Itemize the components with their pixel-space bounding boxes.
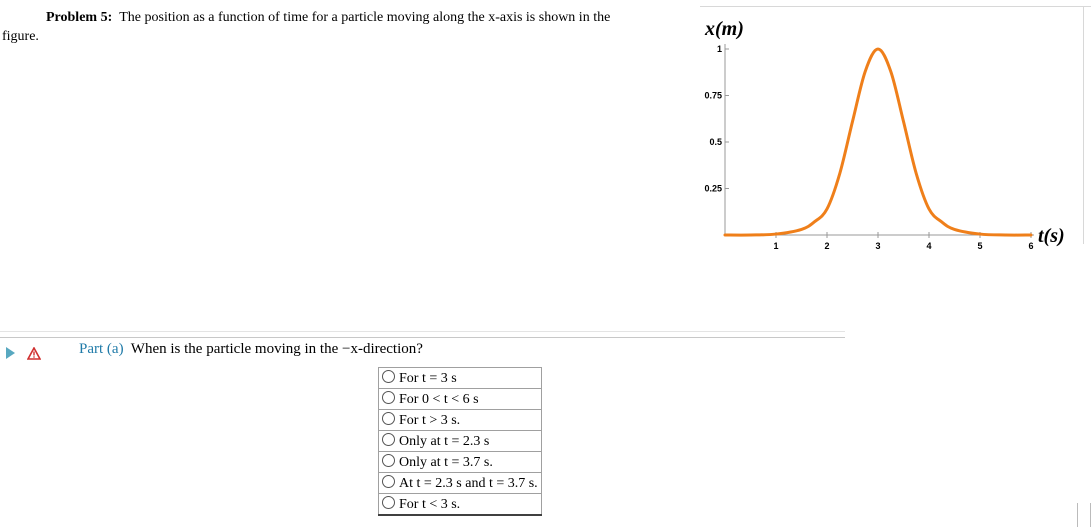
- figure-right-border: [1083, 6, 1084, 244]
- position-time-chart: [700, 10, 1080, 250]
- divider: [0, 331, 845, 332]
- option-label: Only at t = 2.3 s: [399, 433, 490, 449]
- x-tick-label: 3: [875, 241, 881, 250]
- option-label: For t < 3 s.: [399, 496, 461, 512]
- x-axis-label: t(s): [1038, 225, 1065, 247]
- radio-button[interactable]: [382, 412, 395, 425]
- radio-button[interactable]: [382, 370, 395, 383]
- answer-options: [378, 367, 542, 516]
- option-cell[interactable]: [379, 494, 542, 516]
- option-label: For t > 3 s.: [399, 412, 461, 428]
- problem-statement: [0, 8, 700, 46]
- series-line: [725, 49, 1031, 235]
- scroll-handle[interactable]: [1077, 503, 1091, 527]
- x-tick-label: 6: [1028, 241, 1034, 250]
- figure-top-border: [700, 6, 1091, 7]
- option-row[interactable]: [379, 368, 542, 389]
- option-row[interactable]: [379, 452, 542, 473]
- part-label: Part (a): [79, 341, 124, 357]
- option-cell[interactable]: [379, 410, 542, 431]
- radio-button[interactable]: [382, 496, 395, 509]
- option-row[interactable]: [379, 410, 542, 431]
- y-tick-label: 0.5: [709, 137, 722, 147]
- x-tick-label: 4: [926, 241, 932, 250]
- x-tick-label: 2: [824, 241, 830, 250]
- problem-text-line2: figure.: [2, 29, 39, 44]
- y-tick-label: 0.75: [704, 90, 722, 101]
- question-text: When is the particle moving in the −x-direction?: [130, 341, 423, 357]
- option-cell[interactable]: [379, 431, 542, 452]
- part-status-icons: [6, 344, 41, 362]
- radio-button[interactable]: [382, 475, 395, 488]
- y-axis-label: x(m): [705, 18, 744, 40]
- option-row[interactable]: [379, 431, 542, 452]
- option-label: For 0 < t < 6 s: [399, 391, 479, 407]
- option-label: Only at t = 3.7 s.: [399, 454, 493, 470]
- option-row[interactable]: [379, 389, 542, 410]
- option-row[interactable]: [379, 494, 542, 516]
- x-tick-label: 5: [977, 241, 983, 250]
- problem-text-line1: The position as a function of time for a particle moving along the x-axis is shown in the: [119, 10, 611, 25]
- y-tick-label: 0.25: [704, 183, 722, 194]
- option-cell[interactable]: [379, 473, 542, 494]
- radio-button[interactable]: [382, 433, 395, 446]
- warning-icon: [27, 347, 41, 360]
- option-cell[interactable]: [379, 368, 542, 389]
- option-cell[interactable]: [379, 389, 542, 410]
- option-label: At t = 2.3 s and t = 3.7 s.: [399, 475, 538, 491]
- problem-label: Problem 5:: [46, 10, 113, 25]
- part-a-question: [79, 341, 423, 358]
- option-cell[interactable]: [379, 452, 542, 473]
- divider: [0, 337, 845, 338]
- radio-button[interactable]: [382, 454, 395, 467]
- play-icon[interactable]: [6, 347, 15, 359]
- option-row[interactable]: [379, 473, 542, 494]
- y-tick-label: 1: [716, 44, 722, 54]
- x-tick-label: 1: [773, 241, 779, 250]
- radio-button[interactable]: [382, 391, 395, 404]
- option-label: For t = 3 s: [399, 370, 457, 386]
